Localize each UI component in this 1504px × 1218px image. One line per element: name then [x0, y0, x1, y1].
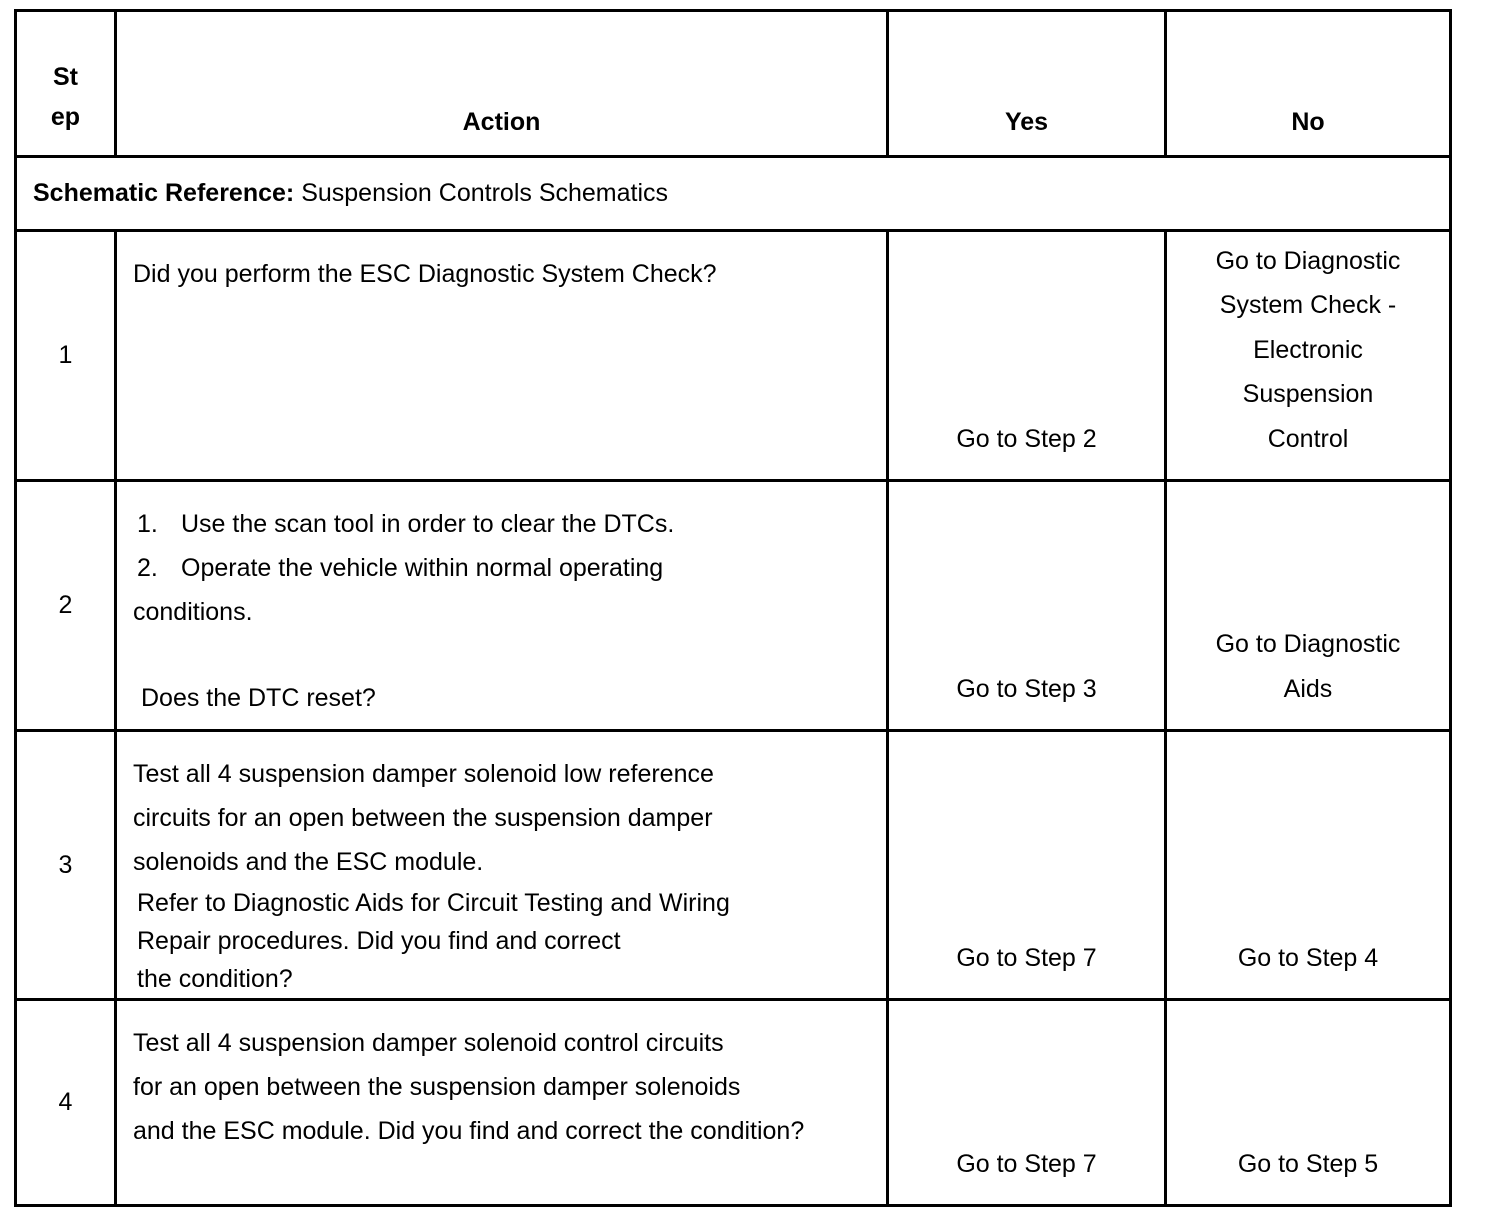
no-text: Go to Step 4 [1237, 943, 1379, 972]
table-row [16, 481, 1451, 731]
no-cell [1166, 1000, 1451, 1206]
note-line: Repair procedures. Did you find and correct [137, 927, 621, 955]
no-text-line: Go to Diagnostic [1215, 246, 1401, 275]
list-continuation: conditions. [133, 598, 253, 626]
list-item-number: 2. [137, 554, 158, 582]
schematic-reference-label: Schematic Reference: [33, 179, 295, 207]
schematic-reference-row [16, 157, 1451, 231]
yes-cell [888, 481, 1166, 731]
list-item-text: Operate the vehicle within normal operating [181, 554, 664, 582]
table-row [16, 731, 1451, 1000]
yes-cell [888, 231, 1166, 481]
step-number: 2 [16, 481, 116, 731]
step-number: 4 [16, 1000, 116, 1206]
no-cell [1166, 231, 1451, 481]
no-cell [1166, 481, 1451, 731]
header-step-line2: ep [50, 103, 81, 131]
spacer [133, 634, 872, 676]
yes-cell [888, 1000, 1166, 1206]
no-text-line: Suspension [1242, 380, 1374, 408]
header-action: Action [116, 11, 888, 157]
action-line: and the ESC module. Did you find and correct the condition? [133, 1117, 805, 1145]
no-cell [1166, 731, 1451, 1000]
header-yes: Yes [888, 11, 1166, 157]
action-line: solenoids and the ESC module. [133, 848, 484, 876]
no-text: Go to Step 5 [1237, 1149, 1379, 1178]
action-cell [116, 231, 888, 481]
action-cell [116, 1000, 888, 1206]
schematic-reference-value: Suspension Controls Schematics [301, 179, 669, 207]
note-line: Refer to Diagnostic Aids for Circuit Testing and Wiring [137, 889, 730, 917]
step-number: 1 [16, 231, 116, 481]
schematic-reference-cell [16, 157, 1451, 231]
yes-cell [888, 731, 1166, 1000]
diagnostic-table [14, 9, 1452, 1207]
header-row [16, 11, 1451, 157]
action-cell [116, 731, 888, 1000]
no-text-line: Control [1267, 424, 1349, 453]
question-text: Does the DTC reset? [141, 684, 376, 712]
list-item [133, 546, 872, 590]
note-line: the condition? [137, 965, 293, 993]
header-step-line1: St [53, 63, 78, 91]
no-text-line: Go to Diagnostic [1215, 630, 1401, 658]
action-line: for an open between the suspension damper solenoids [133, 1073, 741, 1101]
header-step [16, 11, 116, 157]
step-number: 3 [16, 731, 116, 1000]
yes-text: Go to Step 3 [956, 674, 1097, 703]
yes-text: Go to Step 7 [956, 943, 1097, 972]
list-item-text: Use the scan tool in order to clear the DTCs. [181, 510, 675, 538]
list-item-number: 1. [137, 510, 158, 538]
action-line: Test all 4 suspension damper solenoid control circuits [133, 1029, 724, 1057]
table-row [16, 231, 1451, 481]
no-text-line: System Check - [1219, 291, 1397, 319]
action-line: circuits for an open between the suspension damper [133, 804, 713, 832]
action-cell [116, 481, 888, 731]
action-text: Did you perform the ESC Diagnostic System Check? [133, 260, 717, 288]
list-item [133, 502, 872, 546]
header-no: No [1166, 11, 1451, 157]
table-row [16, 1000, 1451, 1206]
action-line: Test all 4 suspension damper solenoid low reference [133, 760, 714, 788]
no-text-line: Electronic [1253, 335, 1363, 364]
yes-text: Go to Step 7 [956, 1149, 1097, 1178]
no-text-line: Aids [1283, 674, 1333, 703]
yes-text: Go to Step 2 [956, 424, 1097, 453]
